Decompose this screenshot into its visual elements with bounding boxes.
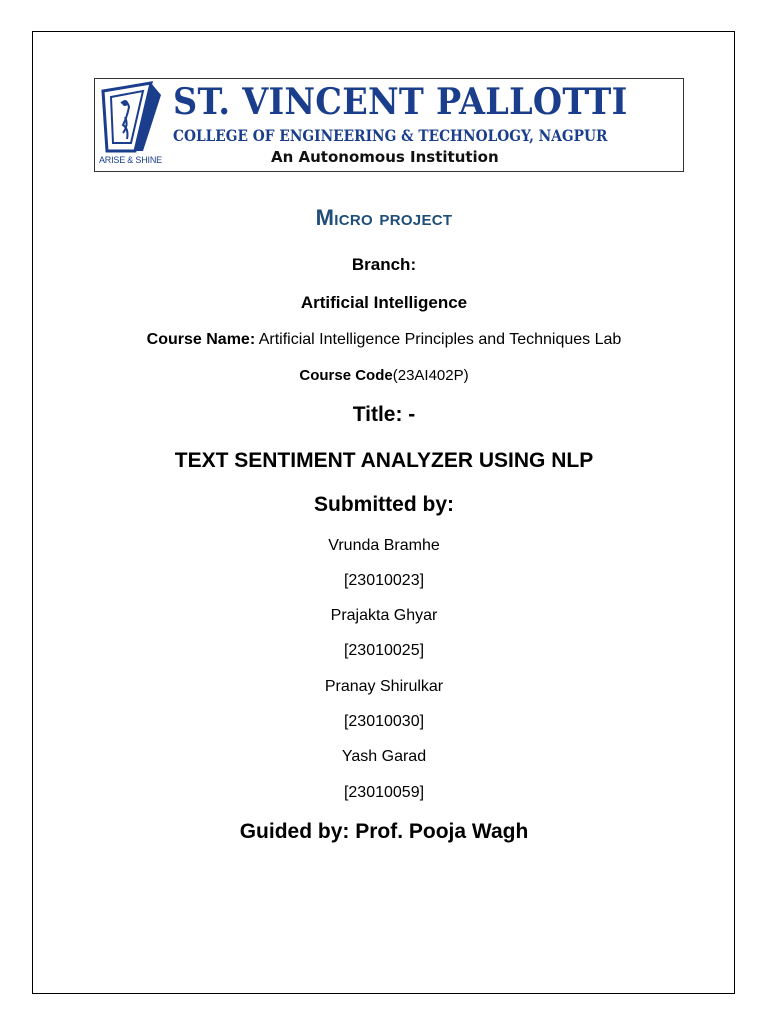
branch-value: Artificial Intelligence [300,293,468,312]
institution-name: ST. VINCENT PALLOTTI [173,81,628,123]
guided-by: Guided by: Prof. Pooja Wagh [239,820,529,843]
course-name [0,331,768,349]
document-heading: Micro project [315,205,453,230]
member-name: Yash Garad [341,748,427,765]
institution-status: An Autonomous Institution [271,148,499,166]
course-code [0,367,768,384]
course-name-label: Course Name: [146,331,256,348]
title-label: Title: - [352,403,416,426]
college-crest-icon [99,81,165,160]
member-id: [23010030] [343,713,425,730]
course-code-value: (23AI402P) [392,367,469,384]
member-id: [23010025] [343,642,425,659]
institution-subtitle: COLLEGE OF ENGINEERING & TECHNOLOGY, NAGPUR [173,126,608,145]
member-id: [23010059] [343,784,425,801]
member-name: Prajakta Ghyar [330,607,438,624]
member-name: Vrunda Bramhe [328,537,440,554]
member-name: Pranay Shirulkar [324,678,444,695]
member-id: [23010023] [343,572,425,589]
college-motto: ARISE & SHINE [99,155,162,165]
submitted-by-label: Submitted by: [314,493,454,516]
project-title: TEXT SENTIMENT ANALYZER USING NLP [174,449,594,472]
branch-label: Branch: [351,255,417,274]
college-logo-banner [94,78,684,172]
course-code-label: Course Code [299,367,393,384]
course-name-value: Artificial Intelligence Principles and Techniques Lab [255,331,622,348]
